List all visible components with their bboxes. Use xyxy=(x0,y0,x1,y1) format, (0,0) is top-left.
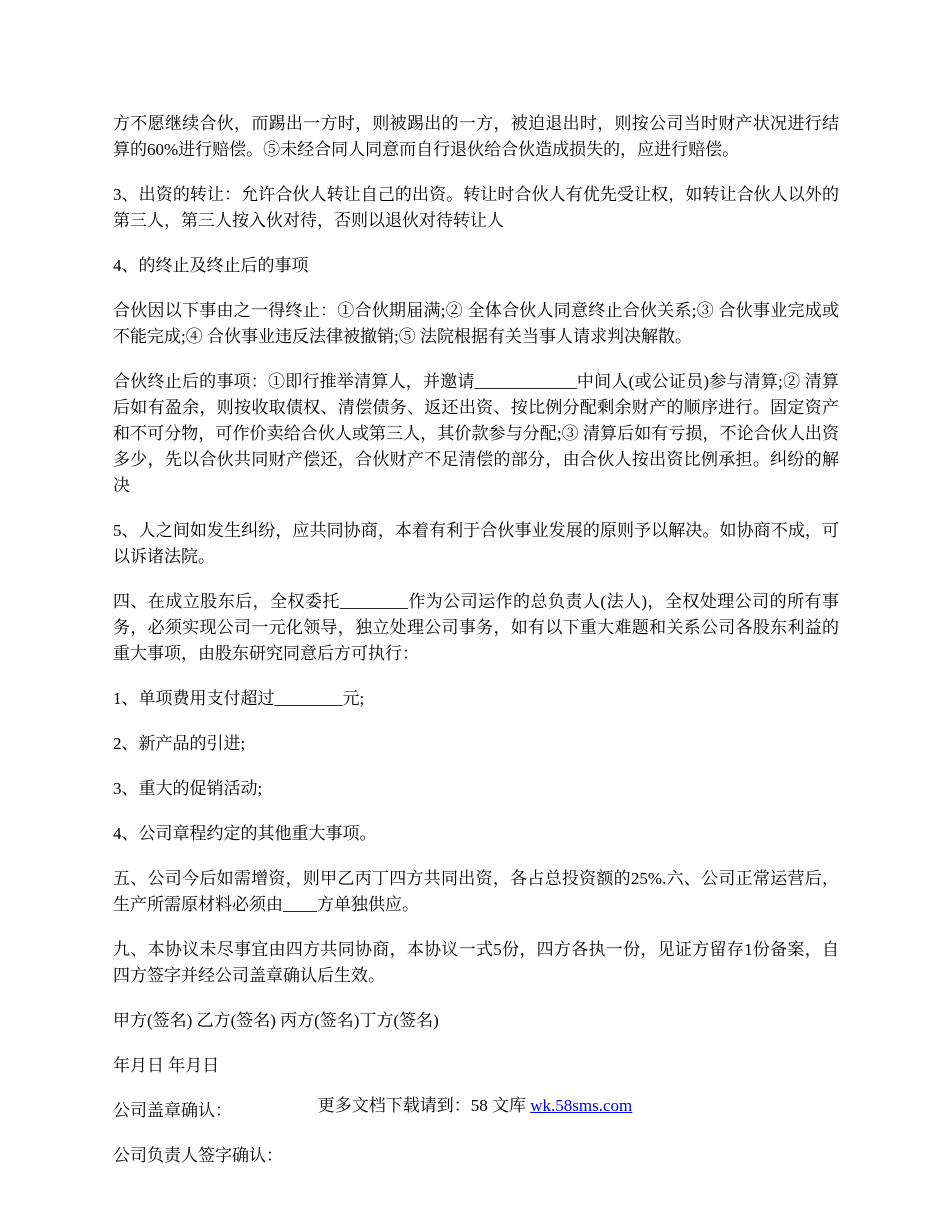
footer-link[interactable]: wk.58sms.com xyxy=(530,1096,633,1115)
paragraph-termination-heading: 4、的终止及终止后的事项 xyxy=(113,256,309,275)
company-head-signature-line: 公司负责人签字确认： xyxy=(113,1146,283,1165)
footer-prefix: 更多文档下载请到：58 文库 xyxy=(317,1096,531,1115)
paragraph-section-nine: 九、本协议未尽事宜由四方共同协商，本协议一式5份，四方各执一份，见证方留存1份备案，自四方签字并经公司盖章确认后生效。 xyxy=(113,940,839,985)
signature-line-parties: 甲方(签名) 乙方(签名) 丙方(签名)丁方(签名) xyxy=(113,1011,439,1030)
list-item-other-matters: 4、公司章程约定的其他重大事项。 xyxy=(113,824,377,843)
list-item-promotion: 3、重大的促销活动; xyxy=(113,779,263,798)
paragraph-section-four: 四、在成立股东后，全权委托________作为公司运作的总负责人(法人)，全权处理公司的所有事务，必须实现公司一元化领导，独立处理公司事务，如有以下重大难题和关系公司各股东利益的重大事项，由股东研究同意后方可执行： xyxy=(113,592,839,663)
paragraph-dispute-resolution: 5、人之间如发生纠纷，应共同协商，本着有利于合伙事业发展的原则予以解决。如协商不成，可以诉诸法院。 xyxy=(113,521,839,566)
paragraph-capital-transfer: 3、出资的转让：允许合伙人转让自己的出资。转让时合伙人有优先受让权，如转让合伙人以外的第三人，第三人按入伙对待，否则以退伙对待转让人 xyxy=(113,185,839,230)
footer xyxy=(0,1094,950,1118)
company-seal-line: 公司盖章确认： xyxy=(113,1101,232,1120)
paragraph-capital-increase: 五、公司今后如需增资，则甲乙丙丁四方共同出资，各占总投资额的25%.六、公司正常运营后，生产所需原材料必须由____方单独供应。 xyxy=(113,869,839,914)
list-item-expense-limit: 1、单项费用支付超过________元; xyxy=(113,689,365,708)
paragraph-termination-causes: 合伙因以下事由之一得终止：①合伙期届满;② 全体合伙人同意终止合伙关系;③ 合伙事业完成或不能完成;④ 合伙事业违反法律被撤销;⑤ 法院根据有关当事人请求判决解散。 xyxy=(113,301,839,346)
date-line: 年月日 年月日 xyxy=(113,1056,220,1075)
paragraph-withdrawal-compensation: 方不愿继续合伙，而踢出一方时，则被踢出的一方，被迫退出时，则按公司当时财产状况进行结算的60%进行赔偿。⑤未经合同人同意而自行退伙给合伙造成损失的，应进行赔偿。 xyxy=(113,114,839,159)
list-item-new-product: 2、新产品的引进; xyxy=(113,734,246,753)
paragraph-post-termination: 合伙终止后的事项：①即行推举清算人，并邀请____________中间人(或公证员)参与清算;② 清算后如有盈余，则按收取债权、清偿债务、返还出资、按比例分配剩余财产的顺序进行。固定资产和不可分物，可作价卖给合伙人或第三人，其价款参与分配;③ 清算后如有亏损，不论合伙人出资多少，先以合伙共同财产偿还，合伙财产不足清偿的部分，由合伙人按出资比例承担。纠纷的解决 xyxy=(113,372,839,495)
document-body xyxy=(113,111,839,1188)
